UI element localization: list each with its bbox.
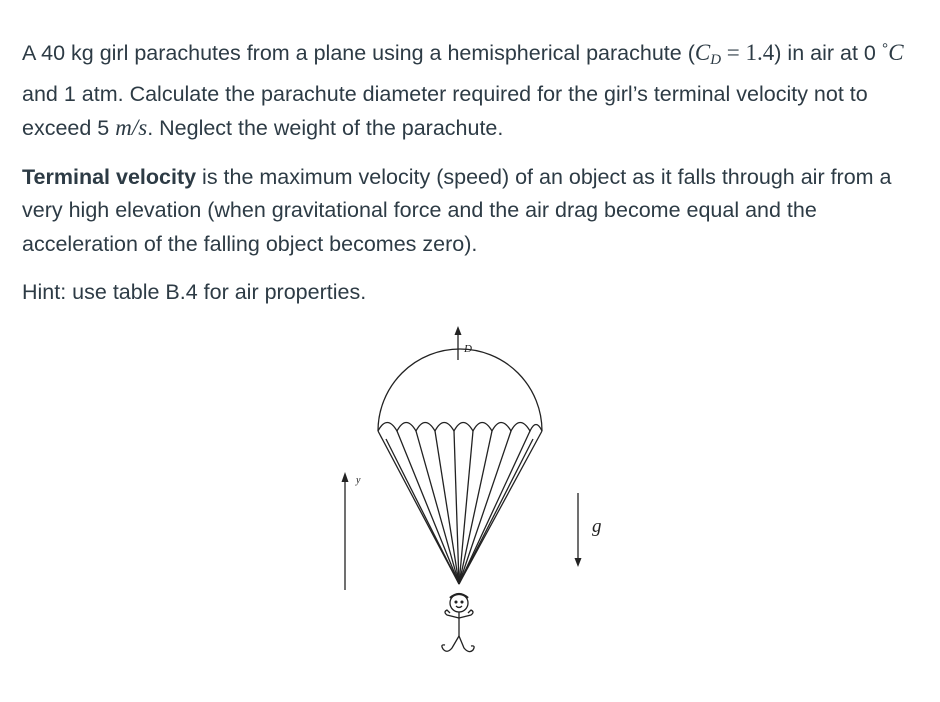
celsius-unit: C bbox=[888, 40, 904, 65]
statement-text-4: . Neglect the weight of the parachute. bbox=[147, 116, 504, 140]
canopy-dome bbox=[378, 349, 542, 431]
drag-label: D bbox=[464, 343, 472, 355]
hint-paragraph: Hint: use table B.4 for air properties. bbox=[22, 280, 367, 304]
y-label: y bbox=[356, 475, 361, 486]
suspension-lines bbox=[378, 431, 542, 584]
canopy-rim bbox=[378, 423, 542, 432]
parachute-diagram bbox=[330, 318, 630, 678]
problem-content bbox=[22, 33, 927, 310]
statement-text-1: A 40 kg girl parachutes from a plane using a hemispherical parachute ( bbox=[22, 41, 695, 65]
drag-coefficient-symbol: $C_D$ bbox=[694, 40, 722, 68]
definition-paragraph bbox=[22, 161, 927, 262]
velocity-unit: m/s bbox=[115, 115, 148, 140]
drag-coefficient-value: = 1.4 bbox=[721, 40, 775, 65]
drag-arrow-head bbox=[455, 326, 462, 335]
degree-symbol: ° bbox=[881, 41, 889, 58]
girl-figure bbox=[442, 594, 474, 652]
parachute-figure bbox=[330, 318, 630, 678]
problem-statement bbox=[22, 33, 927, 146]
definition-term: Terminal velocity bbox=[22, 164, 197, 189]
gravity-label: g bbox=[592, 516, 602, 537]
g-arrow-head bbox=[575, 558, 582, 567]
definition-text: is the maximum velocity (speed) of an object as it falls through air from a very high elevation (when gravitational force and the air drag become equal and the acceleration of the falling object becomes zero). bbox=[22, 164, 892, 256]
y-arrow-head bbox=[342, 472, 349, 482]
statement-text-2: ) in air at 0 bbox=[774, 41, 876, 65]
statement-text-3: and 1 atm. Calculate the parachute diameter required for the girl’s terminal velocity not to exceed 5 bbox=[22, 81, 868, 140]
